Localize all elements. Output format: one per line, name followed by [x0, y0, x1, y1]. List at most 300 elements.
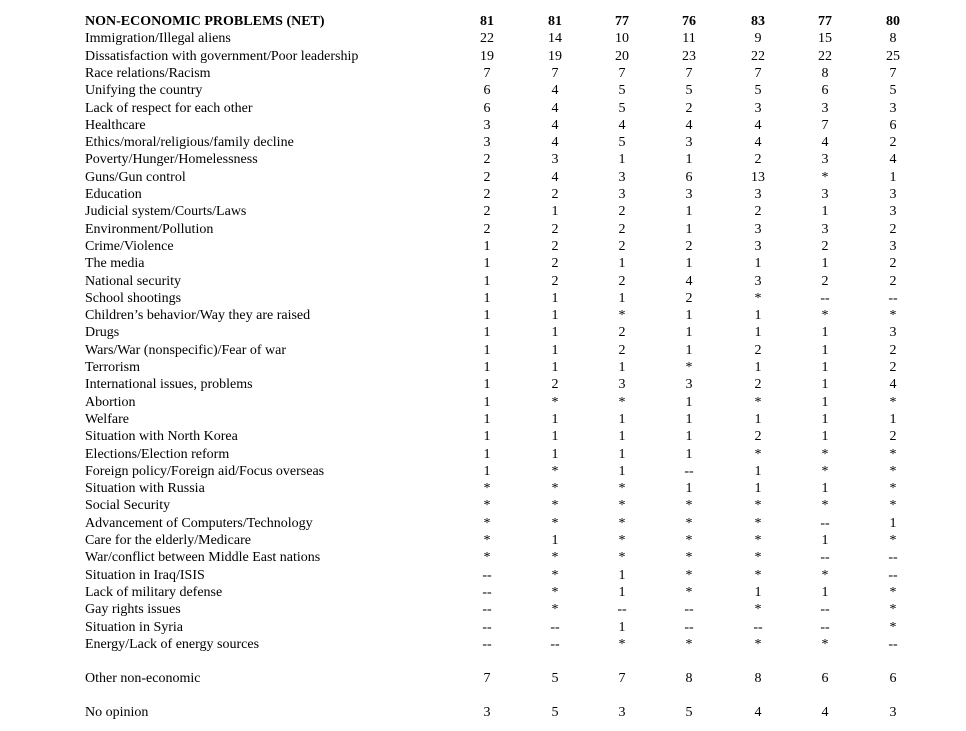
cell-value: * [551, 550, 559, 566]
cell-value: * [821, 636, 829, 652]
table-row [0, 151, 966, 168]
cell-value: 7 [483, 65, 491, 81]
cell-value: 1 [821, 429, 829, 445]
row-label: Judicial system/Courts/Laws [85, 204, 247, 220]
cell-value: * [685, 550, 693, 566]
cell-value: 22 [818, 48, 832, 64]
table-row [0, 65, 966, 82]
cell-value: 4 [821, 705, 829, 720]
cell-value: -- [888, 550, 898, 566]
cell-value: * [685, 567, 693, 583]
cell-value: 4 [889, 377, 897, 393]
cell-value: 4 [821, 135, 829, 151]
cell-value: 3 [618, 169, 626, 185]
cell-value: 1 [551, 308, 559, 324]
cell-value: 2 [889, 342, 897, 358]
table-row [0, 342, 966, 359]
cell-value: 1 [618, 446, 626, 462]
cell-value: * [551, 394, 559, 410]
cell-value: 7 [618, 671, 626, 686]
cell-value: 7 [889, 65, 897, 81]
cell-value: 5 [551, 705, 559, 720]
cell-value: 3 [821, 221, 829, 237]
cell-value: 1 [483, 377, 491, 393]
row-label: International issues, problems [85, 377, 253, 393]
row-label: Abortion [85, 394, 136, 410]
cell-value: * [685, 584, 693, 600]
cell-value: * [754, 602, 762, 618]
table-row [0, 238, 966, 255]
cell-value: 2 [821, 273, 829, 289]
cell-value: 10 [615, 31, 629, 47]
table-row [0, 636, 966, 653]
cell-value: 7 [551, 65, 559, 81]
cell-value: 4 [551, 169, 559, 185]
table-row [0, 13, 966, 30]
cell-value: 1 [618, 411, 626, 427]
cell-value: 2 [483, 152, 491, 168]
table-row [0, 394, 966, 411]
table-row [0, 290, 966, 307]
cell-value: 3 [754, 221, 762, 237]
table-row [0, 567, 966, 584]
cell-value: 2 [889, 135, 897, 151]
cell-value: 1 [483, 273, 491, 289]
cell-value: 15 [818, 31, 832, 47]
cell-value: -- [482, 584, 492, 600]
row-label: Gay rights issues [85, 602, 181, 618]
cell-value: 2 [889, 221, 897, 237]
cell-value: 6 [889, 117, 897, 133]
cell-value: 1 [618, 256, 626, 272]
cell-value: * [889, 308, 897, 324]
cell-value: 1 [685, 221, 693, 237]
table-row [0, 428, 966, 445]
cell-value: 2 [754, 429, 762, 445]
cell-value: * [754, 567, 762, 583]
cell-value: -- [684, 602, 694, 618]
cell-value: * [618, 636, 626, 652]
cell-value: 5 [618, 135, 626, 151]
cell-value: 5 [889, 83, 897, 99]
cell-value: * [889, 463, 897, 479]
cell-value: 2 [889, 360, 897, 375]
table-row [0, 30, 966, 47]
cell-value: 2 [889, 429, 897, 445]
cell-value: 3 [754, 100, 762, 116]
cell-value: 2 [618, 325, 626, 341]
row-label: School shootings [85, 290, 182, 306]
cell-value: 8 [821, 65, 829, 81]
cell-value: 1 [618, 619, 626, 635]
cell-value: -- [550, 619, 560, 635]
table-row [0, 48, 966, 65]
cell-value: * [618, 308, 626, 324]
row-label: Healthcare [85, 117, 146, 133]
cell-value: 1 [889, 169, 897, 185]
row-label: Environment/Pollution [85, 221, 214, 237]
table-row [0, 670, 966, 687]
table-row [0, 255, 966, 272]
cell-value: -- [482, 602, 492, 618]
table-row [0, 549, 966, 566]
cell-value: 3 [483, 117, 491, 133]
table-row [0, 601, 966, 618]
row-label: Guns/Gun control [85, 169, 186, 185]
cell-value: 2 [551, 238, 559, 254]
cell-value: 1 [821, 533, 829, 548]
cell-value: -- [482, 567, 492, 583]
cell-value: * [483, 515, 491, 531]
cell-value: 2 [618, 273, 626, 289]
table-row [0, 411, 966, 428]
cell-value: 5 [618, 83, 626, 99]
cell-value: 1 [618, 584, 626, 600]
row-label: Elections/Election reform [85, 446, 230, 462]
cell-value: * [685, 360, 693, 375]
cell-value: 1 [821, 204, 829, 220]
table-row [0, 584, 966, 601]
cell-value: -- [617, 602, 627, 618]
row-label: NON-ECONOMIC PROBLEMS (NET) [85, 14, 325, 29]
row-label: Immigration/Illegal aliens [85, 31, 231, 47]
cell-value: 3 [551, 152, 559, 168]
row-label: War/conflict between Middle East nations [85, 550, 321, 566]
cell-value: 6 [821, 671, 829, 686]
cell-value: 9 [754, 31, 762, 47]
cell-value: 4 [754, 135, 762, 151]
cell-value: 5 [551, 671, 559, 686]
table-row [0, 480, 966, 497]
cell-value: * [821, 446, 829, 462]
cell-value: 1 [754, 584, 762, 600]
cell-value: 1 [483, 446, 491, 462]
cell-value: 1 [821, 342, 829, 358]
cell-value: 81 [548, 14, 562, 29]
cell-value: 1 [685, 325, 693, 341]
cell-value: 1 [821, 256, 829, 272]
cell-value: 1 [821, 584, 829, 600]
cell-value: * [483, 481, 491, 497]
cell-value: * [754, 636, 762, 652]
cell-value: 4 [551, 135, 559, 151]
row-label: Children’s behavior/Way they are raised [85, 308, 311, 324]
row-label: The media [85, 256, 145, 272]
cell-value: 1 [685, 342, 693, 358]
table-row [0, 307, 966, 324]
table-row [0, 100, 966, 117]
cell-value: * [551, 481, 559, 497]
cell-value: 1 [551, 290, 559, 306]
cell-value: 22 [480, 31, 494, 47]
cell-value: 1 [483, 325, 491, 341]
row-label: Ethics/moral/religious/family decline [85, 135, 294, 151]
table-row [0, 463, 966, 480]
row-label: Wars/War (nonspecific)/Fear of war [85, 342, 287, 358]
cell-value: 83 [751, 14, 765, 29]
cell-value: * [618, 550, 626, 566]
cell-value: * [821, 463, 829, 479]
cell-value: 2 [754, 152, 762, 168]
cell-value: 1 [754, 411, 762, 427]
cell-value: * [685, 533, 693, 548]
cell-value: 3 [889, 238, 897, 254]
cell-value: 1 [685, 446, 693, 462]
cell-value: 1 [685, 481, 693, 497]
cell-value: * [483, 498, 491, 514]
cell-value: -- [753, 619, 763, 635]
cell-value: 1 [754, 481, 762, 497]
cell-value: 2 [551, 273, 559, 289]
cell-value: 3 [618, 187, 626, 202]
cell-value: 1 [551, 429, 559, 445]
row-label: Education [85, 187, 142, 202]
cell-value: 2 [618, 221, 626, 237]
cell-value: 6 [685, 169, 693, 185]
cell-value: 1 [483, 256, 491, 272]
table-row [0, 359, 966, 376]
cell-value: 3 [483, 705, 491, 720]
table-row [0, 273, 966, 290]
cell-value: 3 [618, 377, 626, 393]
cell-value: * [551, 567, 559, 583]
cell-value: 1 [821, 360, 829, 375]
cell-value: * [889, 481, 897, 497]
cell-value: 8 [754, 671, 762, 686]
cell-value: 3 [889, 705, 897, 720]
cell-value: -- [820, 602, 830, 618]
cell-value: 1 [821, 377, 829, 393]
cell-value: 3 [618, 705, 626, 720]
cell-value: 3 [889, 204, 897, 220]
cell-value: 6 [483, 83, 491, 99]
cell-value: 1 [685, 152, 693, 168]
cell-value: 1 [685, 256, 693, 272]
row-label: Situation in Syria [85, 619, 183, 635]
cell-value: 2 [685, 290, 693, 306]
cell-value: 1 [754, 256, 762, 272]
cell-value: * [618, 394, 626, 410]
row-label: Drugs [85, 325, 120, 341]
row-label: Unifying the country [85, 83, 203, 99]
cell-value: 81 [480, 14, 494, 29]
cell-value: 1 [618, 152, 626, 168]
cell-value: * [483, 533, 491, 548]
cell-value: 3 [821, 100, 829, 116]
cell-value: 1 [889, 515, 897, 531]
cell-value: 1 [685, 204, 693, 220]
cell-value: 1 [483, 290, 491, 306]
cell-value: 4 [551, 100, 559, 116]
cell-value: 1 [754, 325, 762, 341]
row-label: Terrorism [85, 360, 141, 375]
cell-value: * [889, 619, 897, 635]
cell-value: * [551, 602, 559, 618]
table-row [0, 117, 966, 134]
cell-value: 7 [685, 65, 693, 81]
cell-value: 1 [483, 342, 491, 358]
cell-value: 8 [685, 671, 693, 686]
row-label: Care for the elderly/Medicare [85, 533, 251, 548]
cell-value: 2 [889, 273, 897, 289]
table-row [0, 82, 966, 99]
cell-value: 14 [548, 31, 562, 47]
cell-value: 8 [889, 31, 897, 47]
row-label: Other non-economic [85, 671, 201, 686]
cell-value: 1 [754, 463, 762, 479]
cell-value: 4 [754, 117, 762, 133]
cell-value: 2 [551, 221, 559, 237]
table-row [0, 169, 966, 186]
cell-value: 25 [886, 48, 900, 64]
cell-value: * [754, 498, 762, 514]
cell-value: 5 [685, 705, 693, 720]
cell-value: 1 [618, 463, 626, 479]
cell-value: * [618, 481, 626, 497]
cell-value: 11 [682, 31, 696, 47]
cell-value: 2 [685, 100, 693, 116]
cell-value: 1 [551, 360, 559, 375]
cell-value: * [889, 584, 897, 600]
cell-value: 3 [821, 152, 829, 168]
cell-value: * [754, 515, 762, 531]
cell-value: 7 [618, 65, 626, 81]
cell-value: * [889, 533, 897, 548]
cell-value: 1 [618, 290, 626, 306]
cell-value: 7 [754, 65, 762, 81]
cell-value: 3 [685, 187, 693, 202]
row-label: Advancement of Computers/Technology [85, 515, 313, 531]
cell-value: 3 [754, 238, 762, 254]
cell-value: 1 [821, 481, 829, 497]
cell-value: 3 [821, 187, 829, 202]
cell-value: 2 [483, 204, 491, 220]
table-row [0, 134, 966, 151]
cell-value: 23 [682, 48, 696, 64]
cell-value: 1 [685, 394, 693, 410]
cell-value: * [551, 584, 559, 600]
cell-value: 6 [889, 671, 897, 686]
cell-value: 1 [618, 360, 626, 375]
row-label: National security [85, 273, 182, 289]
cell-value: 1 [483, 360, 491, 375]
cell-value: * [551, 515, 559, 531]
cell-value: * [551, 463, 559, 479]
cell-value: -- [820, 290, 830, 306]
cell-value: 1 [685, 308, 693, 324]
cell-value: 1 [483, 394, 491, 410]
cell-value: 1 [551, 533, 559, 548]
cell-value: 6 [483, 100, 491, 116]
cell-value: 1 [889, 411, 897, 427]
row-label: Social Security [85, 498, 171, 514]
table-row [0, 203, 966, 220]
cell-value: 3 [483, 135, 491, 151]
cell-value: 1 [483, 429, 491, 445]
cell-value: 3 [889, 100, 897, 116]
cell-value: 5 [754, 83, 762, 99]
cell-value: 2 [551, 187, 559, 202]
cell-value: 1 [551, 325, 559, 341]
cell-value: 1 [483, 308, 491, 324]
table-row [0, 497, 966, 514]
cell-value: -- [820, 619, 830, 635]
cell-value: 19 [480, 48, 494, 64]
cell-value: * [889, 498, 897, 514]
row-label: Poverty/Hunger/Homelessness [85, 152, 258, 168]
cell-value: 2 [889, 256, 897, 272]
cell-value: * [754, 290, 762, 306]
row-label: Lack of military defense [85, 584, 223, 600]
cell-value: * [483, 550, 491, 566]
cell-value: 77 [818, 14, 832, 29]
cell-value: * [754, 533, 762, 548]
cell-value: -- [888, 567, 898, 583]
cell-value: 1 [821, 411, 829, 427]
cell-value: 2 [483, 187, 491, 202]
cell-value: 20 [615, 48, 629, 64]
table-row [0, 704, 966, 721]
cell-value: 7 [483, 671, 491, 686]
cell-value: 3 [685, 135, 693, 151]
table-row [0, 446, 966, 463]
cell-value: 2 [754, 342, 762, 358]
cell-value: 4 [754, 705, 762, 720]
cell-value: 4 [618, 117, 626, 133]
cell-value: 1 [618, 567, 626, 583]
cell-value: * [889, 446, 897, 462]
cell-value: 1 [618, 429, 626, 445]
cell-value: 2 [618, 342, 626, 358]
cell-value: 7 [821, 117, 829, 133]
cell-value: * [685, 636, 693, 652]
cell-value: 4 [551, 117, 559, 133]
cell-value: * [618, 533, 626, 548]
cell-value: 2 [821, 238, 829, 254]
table-row [0, 221, 966, 238]
cell-value: 2 [618, 238, 626, 254]
cell-value: * [821, 169, 829, 185]
row-label: Lack of respect for each other [85, 100, 253, 116]
cell-value: 77 [615, 14, 629, 29]
cell-value: 13 [751, 169, 765, 185]
cell-value: 2 [483, 221, 491, 237]
cell-value: * [754, 394, 762, 410]
cell-value: 4 [685, 273, 693, 289]
cell-value: * [821, 308, 829, 324]
cell-value: -- [820, 550, 830, 566]
row-label: Welfare [85, 411, 129, 427]
cell-value: 2 [685, 238, 693, 254]
cell-value: * [551, 498, 559, 514]
cell-value: -- [820, 515, 830, 531]
cell-value: 2 [754, 204, 762, 220]
cell-value: 3 [889, 187, 897, 202]
table-row [0, 619, 966, 636]
cell-value: 2 [551, 256, 559, 272]
cell-value: * [618, 498, 626, 514]
cell-value: * [618, 515, 626, 531]
row-label: Race relations/Racism [85, 65, 211, 81]
table-row [0, 324, 966, 341]
cell-value: 76 [682, 14, 696, 29]
cell-value: 5 [685, 83, 693, 99]
row-label: Energy/Lack of energy sources [85, 636, 260, 652]
cell-value: 3 [889, 325, 897, 341]
cell-value: * [889, 394, 897, 410]
cell-value: 2 [754, 377, 762, 393]
cell-value: 1 [551, 446, 559, 462]
